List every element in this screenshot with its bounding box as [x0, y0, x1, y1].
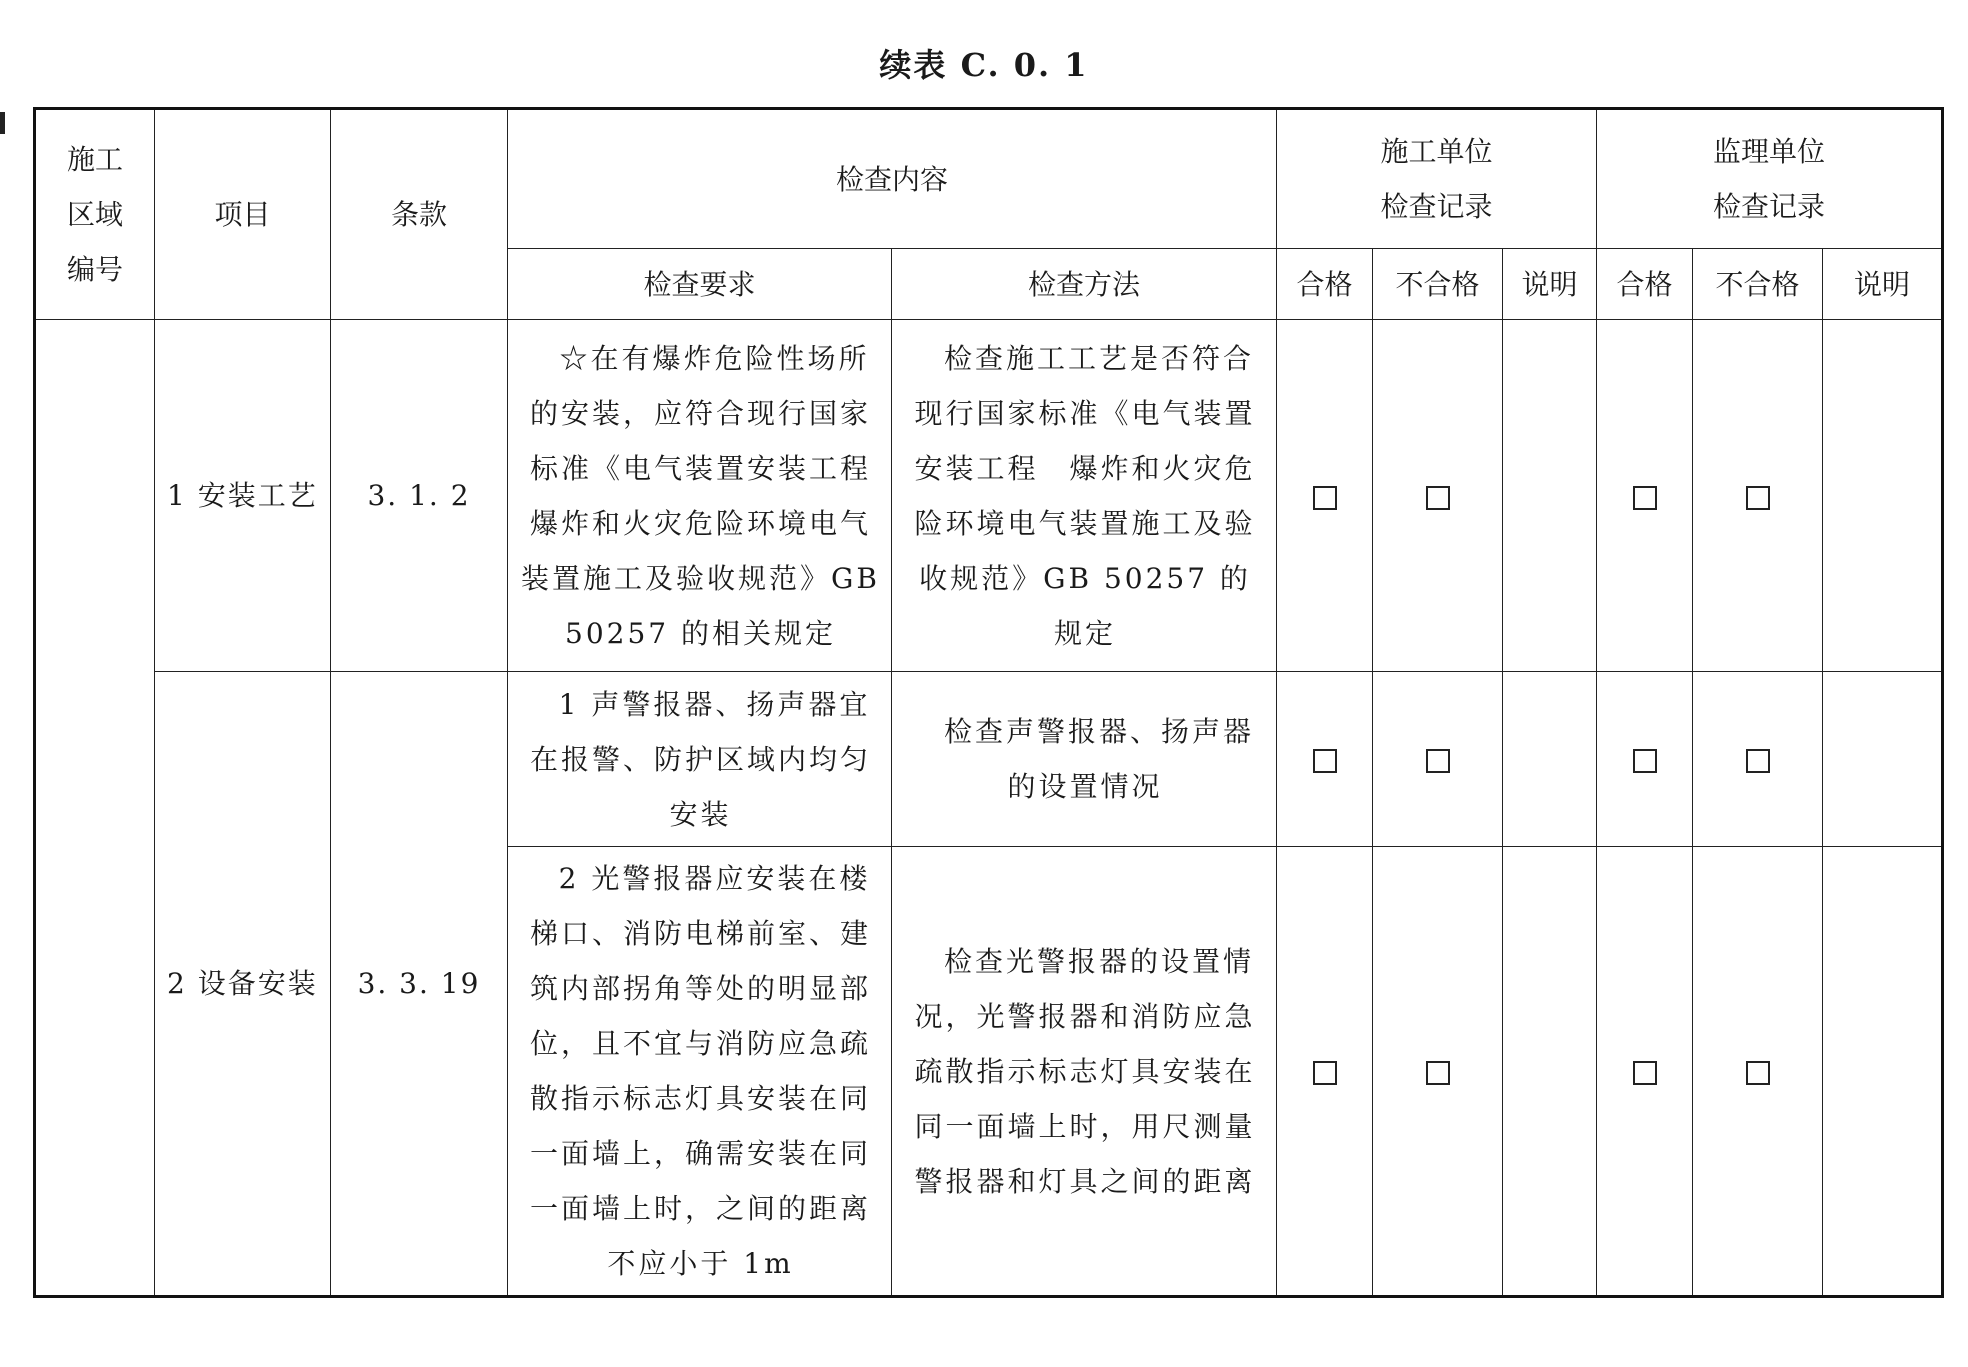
supervisor-pass-cell — [1597, 672, 1693, 847]
inspection-table — [33, 107, 1944, 1298]
contractor-pass-checkbox[interactable] — [1313, 1061, 1337, 1085]
contractor-fail-checkbox[interactable] — [1426, 749, 1450, 773]
header-clause: 条款 — [331, 109, 508, 320]
header-supervisor-line1: 监理单位 — [1713, 135, 1826, 168]
contractor-note-cell[interactable] — [1503, 847, 1597, 1297]
header-requirement: 检查要求 — [508, 249, 892, 320]
supervisor-note-cell[interactable] — [1823, 847, 1943, 1297]
header-supervisor-fail: 不合格 — [1693, 249, 1823, 320]
method-cell — [892, 320, 1277, 672]
method-text: 检查光警报器的设置情况，光警报器和消防应急疏散指示标志灯具安装在同一面墙上时，用尺测量警报器和灯具之间的距离 — [914, 944, 1256, 1198]
requirement-text: 2 光警报器应安装在楼梯口、消防电梯前室、建筑内部拐角等处的明显部位，且不宜与消防应急疏散指示标志灯具安装在同一面墙上，确需安装在同一面墙上时，之间的距离不应小于 1m — [529, 862, 871, 1280]
contractor-fail-checkbox[interactable] — [1426, 1061, 1450, 1085]
header-area-line1: 施工 — [66, 143, 123, 176]
contractor-note-cell[interactable] — [1503, 672, 1597, 847]
clause-cell: 3. 3. 19 — [331, 672, 508, 1297]
table-title: 续表 C. 0. 1 — [879, 46, 1089, 84]
contractor-pass-cell — [1277, 320, 1373, 672]
header-area — [35, 109, 155, 320]
requirement-cell — [508, 847, 892, 1297]
supervisor-pass-cell — [1597, 847, 1693, 1297]
header-row-1 — [35, 109, 1943, 249]
requirement-cell — [508, 672, 892, 847]
table-row — [35, 320, 1943, 672]
area-cell — [35, 320, 155, 1297]
method-cell — [892, 847, 1277, 1297]
header-area-line3: 编号 — [66, 253, 123, 286]
header-content: 检查内容 — [508, 109, 1277, 249]
supervisor-fail-checkbox[interactable] — [1746, 486, 1770, 510]
supervisor-pass-checkbox[interactable] — [1633, 749, 1657, 773]
supervisor-fail-checkbox[interactable] — [1746, 749, 1770, 773]
item-cell: 2 设备安装 — [155, 672, 331, 1297]
header-supervisor-pass: 合格 — [1597, 249, 1693, 320]
supervisor-note-cell[interactable] — [1823, 320, 1943, 672]
contractor-fail-cell — [1373, 672, 1503, 847]
requirement-cell — [508, 320, 903, 672]
header-contractor-pass: 合格 — [1277, 249, 1373, 320]
requirement-text: 1 声警报器、扬声器宜在报警、防护区域内均匀安装 — [529, 687, 871, 831]
contractor-pass-cell — [1277, 847, 1373, 1297]
contractor-fail-cell — [1373, 320, 1503, 672]
contractor-pass-checkbox[interactable] — [1313, 749, 1337, 773]
supervisor-fail-cell — [1693, 847, 1823, 1297]
header-supervisor — [1597, 109, 1943, 249]
contractor-fail-cell — [1373, 847, 1503, 1297]
supervisor-fail-cell — [1693, 672, 1823, 847]
supervisor-note-cell[interactable] — [1823, 672, 1943, 847]
header-method: 检查方法 — [892, 249, 1277, 320]
table-row — [35, 672, 1943, 847]
header-supervisor-line2: 检查记录 — [1713, 190, 1826, 223]
header-contractor-line2: 检查记录 — [1380, 190, 1493, 223]
contractor-pass-checkbox[interactable] — [1313, 486, 1337, 510]
method-text: 检查施工工艺是否符合现行国家标准《电气装置安装工程 爆炸和火灾危险环境电气装置施工及验收规范》GB 50257 的规定 — [914, 341, 1256, 650]
header-item: 项目 — [155, 109, 331, 320]
header-area-line2: 区域 — [66, 198, 123, 231]
supervisor-fail-cell — [1693, 320, 1823, 672]
contractor-pass-cell — [1277, 672, 1373, 847]
clause-cell: 3. 1. 2 — [331, 320, 508, 672]
header-contractor-note: 说明 — [1503, 249, 1597, 320]
supervisor-pass-checkbox[interactable] — [1633, 486, 1657, 510]
method-cell — [892, 672, 1277, 847]
supervisor-pass-checkbox[interactable] — [1633, 1061, 1657, 1085]
supervisor-pass-cell — [1597, 320, 1693, 672]
margin-mark — [0, 112, 5, 134]
contractor-note-cell[interactable] — [1503, 320, 1597, 672]
header-supervisor-note: 说明 — [1823, 249, 1943, 320]
supervisor-fail-checkbox[interactable] — [1746, 1061, 1770, 1085]
contractor-fail-checkbox[interactable] — [1426, 486, 1450, 510]
header-contractor-line1: 施工单位 — [1380, 135, 1493, 168]
requirement-text: ☆在有爆炸危险性场所的安装，应符合现行国家标准《电气装置安装工程 爆炸和火灾危险环境电气装置施工及验收规范》GB 50257 的相关规定 — [521, 341, 903, 650]
header-contractor-fail: 不合格 — [1373, 249, 1503, 320]
header-contractor — [1277, 109, 1597, 249]
method-text: 检查声警报器、扬声器的设置情况 — [944, 715, 1255, 803]
item-cell: 1 安装工艺 — [155, 320, 331, 672]
